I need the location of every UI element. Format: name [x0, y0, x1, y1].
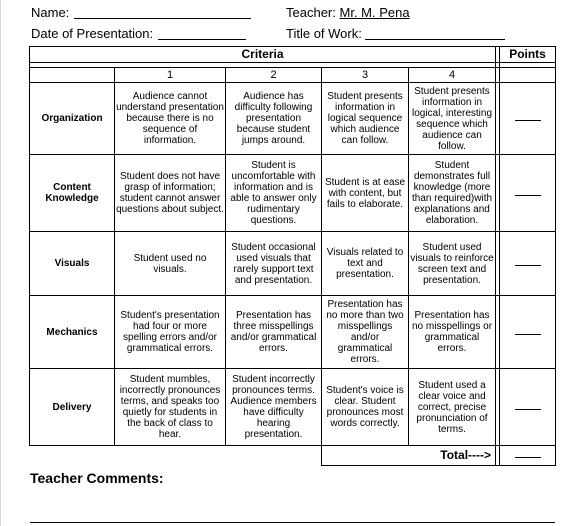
mechanics-level-4: Presentation has no misspellings or grammatical errors.: [409, 296, 496, 369]
organization-level-2: Audience has difficulty following presentation because student jumps around.: [226, 83, 322, 155]
level-1-header: 1: [115, 68, 226, 83]
points-content-knowledge[interactable]: [500, 155, 556, 232]
points-organization[interactable]: [500, 83, 556, 155]
rubric-row-delivery: [30, 369, 556, 446]
delivery-level-3: Student's voice is clear. Student pronounces most words correctly.: [322, 369, 409, 446]
rubric-table: [29, 46, 556, 466]
name-field[interactable]: [74, 18, 251, 19]
content-knowledge-level-4: Student demonstrates full knowledge (more than required)with explanations and elaboration.: [409, 155, 496, 232]
level-4-header: 4: [409, 68, 496, 83]
content-knowledge-level-1: Student does not have grasp of information; student cannot answer questions about subject.: [115, 155, 226, 232]
date-field[interactable]: [158, 39, 246, 40]
rubric-row-content-knowledge: [30, 155, 556, 232]
level-2-header: 2: [226, 68, 322, 83]
points-delivery[interactable]: [500, 369, 556, 446]
level-3-header: 3: [322, 68, 409, 83]
row-label-visuals: Visuals: [30, 232, 115, 296]
visuals-level-4: Student used visuals to reinforce screen text and presentation.: [409, 232, 496, 296]
mechanics-level-2: Presentation has three misspellings and/or grammatical errors.: [226, 296, 322, 369]
title-label: Title of Work:: [286, 26, 362, 41]
delivery-level-4: Student used a clear voice and correct, precise pronunciation of terms.: [409, 369, 496, 446]
criteria-header: Criteria: [30, 47, 496, 63]
points-total[interactable]: [500, 446, 556, 466]
rubric-row-mechanics: [30, 296, 556, 369]
delivery-level-1: Student mumbles, incorrectly pronounces terms, and speaks too quietly for students in the back of class to hear.: [115, 369, 226, 446]
organization-level-4: Student presents information in logical, interesting sequence which audience can follow.: [409, 83, 496, 155]
points-mechanics[interactable]: [500, 296, 556, 369]
points-blank-line: [515, 334, 541, 335]
mechanics-level-3: Presentation has no more than two misspellings and/or grammatical errors.: [322, 296, 409, 369]
date-label: Date of Presentation:: [31, 26, 154, 41]
points-visuals[interactable]: [500, 232, 556, 296]
title-field[interactable]: [365, 39, 505, 40]
name-label: Name:: [31, 5, 70, 20]
total-label: Total---->: [322, 446, 496, 466]
level-header-row: [30, 68, 556, 83]
row-label-organization: Organization: [30, 83, 115, 155]
points-blank-line: [515, 409, 541, 410]
teacher-comments-label: Teacher Comments:: [30, 470, 164, 486]
page-edge: [0, 0, 1, 526]
rubric-row-organization: [30, 83, 556, 155]
content-knowledge-level-3: Student is at ease with content, but fails to elaborate.: [322, 155, 409, 232]
points-blank-header: [500, 68, 556, 83]
organization-level-3: Student presents information in logical sequence which audience can follow.: [322, 83, 409, 155]
corner-cell: [30, 68, 115, 83]
points-blank-line: [515, 195, 541, 196]
teacher-label: Teacher:: [286, 5, 336, 20]
points-blank-line: [515, 265, 541, 266]
total-row: [30, 446, 556, 466]
rubric-row-visuals: [30, 232, 556, 296]
organization-level-1: Audience cannot understand presentation because there is no sequence of information.: [115, 83, 226, 155]
visuals-level-2: Student occasional used visuals that rarely support text and presentation.: [226, 232, 322, 296]
row-label-content-knowledge: Content Knowledge: [30, 155, 115, 232]
teacher-field: [286, 5, 410, 20]
visuals-level-1: Student used no visuals.: [115, 232, 226, 296]
points-blank-line: [515, 120, 541, 121]
content-knowledge-level-2: Student is uncomfortable with information and is able to answer only rudimentary questions.: [226, 155, 322, 232]
teacher-name: Mr. M. Pena: [339, 5, 410, 20]
mechanics-level-1: Student's presentation had four or more spelling errors and/or grammatical errors.: [115, 296, 226, 369]
points-blank-line: [515, 457, 541, 458]
row-label-delivery: Delivery: [30, 369, 115, 446]
visuals-level-3: Visuals related to text and presentation.: [322, 232, 409, 296]
row-label-mechanics: Mechanics: [30, 296, 115, 369]
teacher-comments-field[interactable]: [30, 522, 555, 523]
criteria-header-row: [30, 47, 556, 63]
points-header: Points: [500, 47, 556, 63]
delivery-level-2: Student incorrectly pronounces terms. Audience members have difficulty hearing presentation.: [226, 369, 322, 446]
